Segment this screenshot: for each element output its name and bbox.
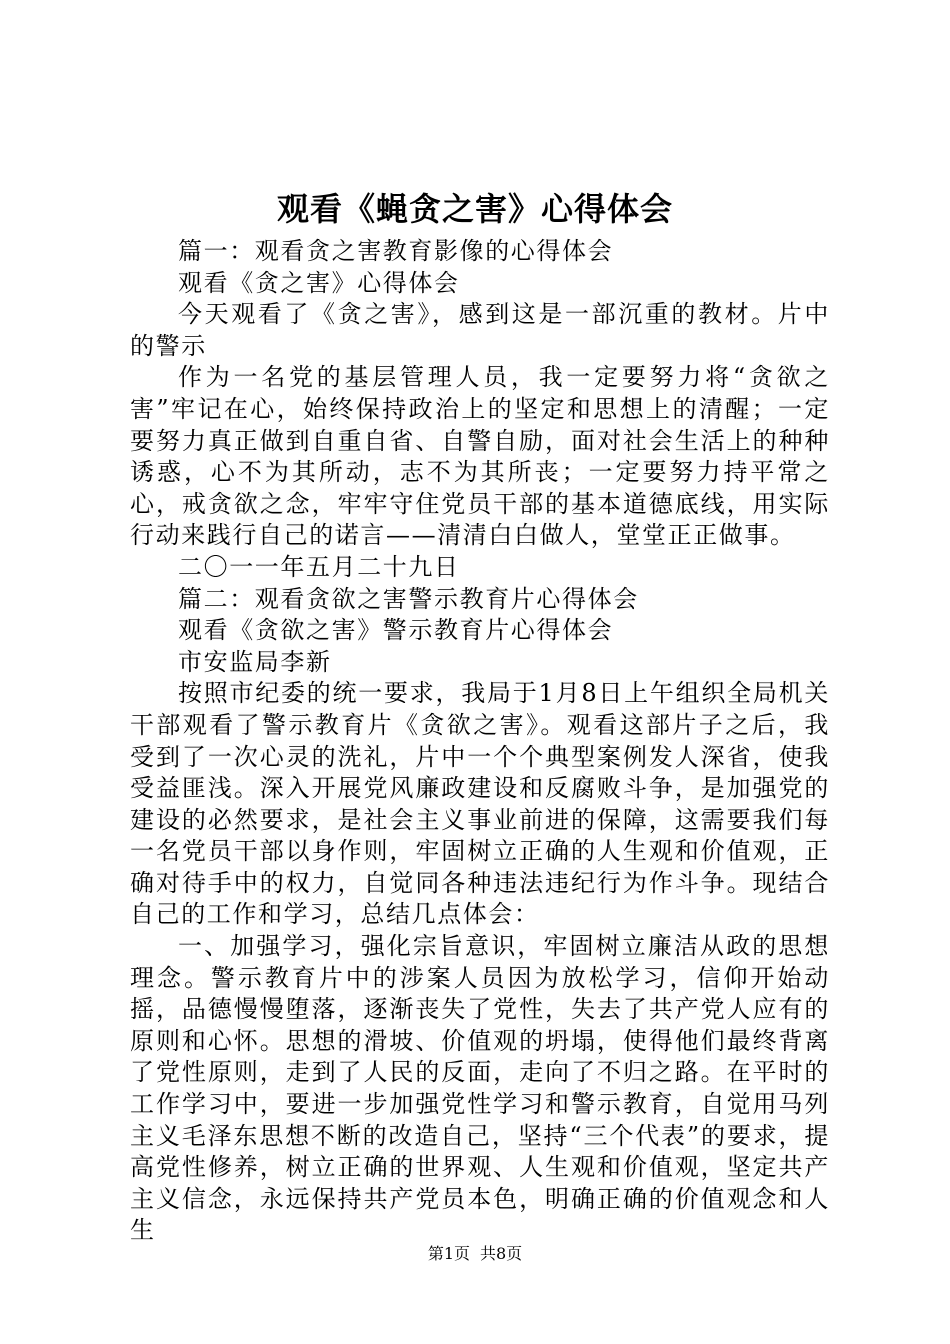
paragraph: 今天观看了《贪之害》，感到这是一部沉重的教材。片中的警示 [130, 300, 830, 360]
document-title: 观看《蝇贪之害》心得体会 [276, 190, 673, 228]
paragraph: 观看《贪之害》心得体会 [178, 268, 460, 297]
page-total: 共8页 [480, 1244, 523, 1263]
paragraph: 篇二：观看贪欲之害警示教育片心得体会 [178, 584, 639, 613]
paragraph: 篇一：观看贪之害教育影像的心得体会 [178, 237, 614, 265]
paragraph: 按照市纪委的统一要求，我局于1月8日上午组织全局机关干部观看了警示教育片《贪欲之害》。观看这部片子之后，我受到了一次心灵的洗礼，片中一个个典型案例发人深省，使我受益匪浅。深入开展党风廉政建设和反腐败斗争，是加强党的建设的必然要求，是社会主义事业前进的保障，这需要我们每一名党员干部以身作则，牢固树立正确的人生观和价值观，正确对待手中的权力，自觉同各种违法违纪行为作斗争。现结合自己的工作和学习，总结几点体会： [130, 679, 830, 929]
page-footer [0, 1244, 950, 1264]
paragraph: 一、加强学习，强化宗旨意识，牢固树立廉洁从政的思想理念。警示教育片中的涉案人员因为放松学习，信仰开始动摇，品德慢慢堕落，逐渐丧失了党性，失去了共产党人应有的原则和心怀。思想的滑坡、价值观的坍塌，使得他们最终背离了党性原则，走到了人民的反面，走向了不归之路。在平时的工作学习中，要进一步加强党性学习和警示教育，自觉用马列主义毛泽东思想不断的改造自己，坚持“三个代表”的要求，提高党性修养，树立正确的世界观、人生观和价值观，坚定共产主义信念，永远保持共产党员本色，明确正确的价值观念和人生 [130, 932, 830, 1245]
paragraph: 市安监局李新 [178, 647, 332, 676]
paragraph: 观看《贪欲之害》警示教育片心得体会 [178, 616, 614, 645]
document-body [130, 236, 830, 1247]
paragraph: 作为一名党的基层管理人员，我一定要努力将“贪欲之害”牢记在心，始终保持政治上的坚定和思想上的清醒；一定要努力真正做到自重自省、自警自励，面对社会生活上的种种诱惑，心不为其所动，志不为其所丧；一定要努力持平常之心，戒贪欲之念，牢牢守住党员干部的基本道德底线，用实际行动来践行自己的诺言——清清白白做人，堂堂正正做事。 [130, 363, 830, 550]
paragraph: 二〇一一年五月二十九日 [178, 552, 460, 581]
page-number: 第1页 [427, 1244, 470, 1263]
